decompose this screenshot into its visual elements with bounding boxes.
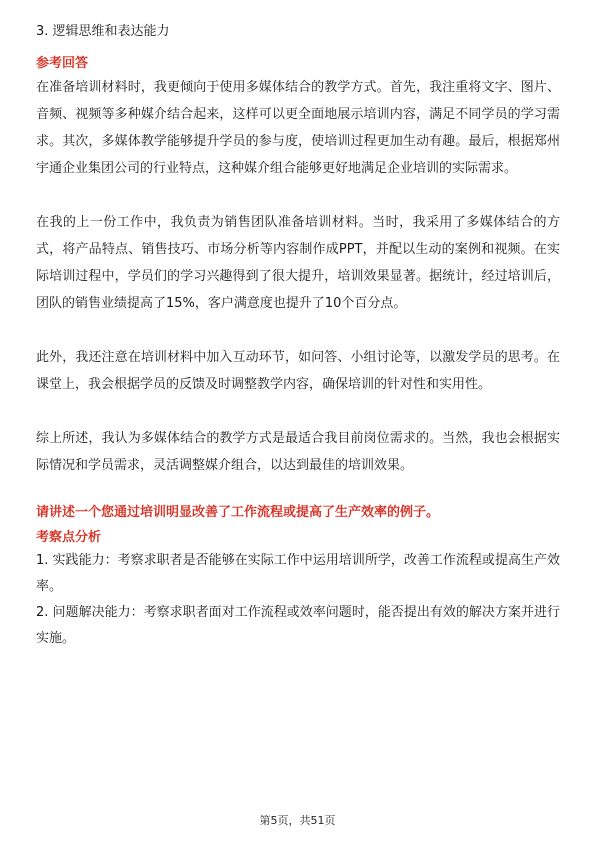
answer-paragraph-1: 在准备培训材料时，我更倾向于使用多媒体结合的教学方式。首先，我注重将文字、图片、音频、视频等多种媒介结合起来，这样可以更全面地展示培训内容，满足不同学员的学习需求。其次，多媒体教学能够提升学员的参与度，使培训过程更加生动有趣。最后，根据郑州宇通企业集团公司的行业特点，这种媒介组合能够更好地满足企业培训的实际需求。	[36, 80, 560, 176]
analysis-point-1: 1. 实践能力：考察求职者是否能够在实际工作中运用培训所学，改善工作流程或提高生产效率。	[36, 553, 560, 594]
analysis-points	[36, 548, 560, 652]
analysis-label: 考察点分析	[36, 530, 102, 545]
answer-label: 参考回答	[36, 56, 89, 71]
document-page	[36, 22, 560, 652]
section-heading: 3. 逻辑思维和表达能力	[36, 24, 170, 39]
answer-paragraph-3: 此外，我还注意在培训材料中加入互动环节，如问答、小组讨论等，以激发学员的思考。在课堂上，我会根据学员的反馈及时调整教学内容，确保培训的针对性和实用性。	[36, 350, 560, 392]
answer-paragraph-4: 综上所述，我认为多媒体结合的教学方式是最适合我目前岗位需求的。当然，我也会根据实际情况和学员需求，灵活调整媒介组合，以达到最佳的培训效果。	[36, 431, 560, 473]
analysis-point-2: 2. 问题解决能力：考察求职者面对工作流程或效率问题时，能否提出有效的解决方案并进行实施。	[36, 605, 560, 646]
answer-paragraph-2: 在我的上一份工作中，我负责为销售团队准备培训材料。当时，我采用了多媒体结合的方式，将产品特点、销售技巧、市场分析等内容制作成PPT，并配以生动的案例和视频。在实际培训过程中，学员们的学习兴趣得到了很大提升，培训效果显著。据统计，经过培训后，团队的销售业绩提高了15%，客户满意度也提升了10个百分点。	[36, 215, 560, 311]
page-number: 第5页，共51页	[259, 814, 336, 827]
next-question: 请讲述一个您通过培训明显改善了工作流程或提高了生产效率的例子。	[36, 505, 440, 520]
